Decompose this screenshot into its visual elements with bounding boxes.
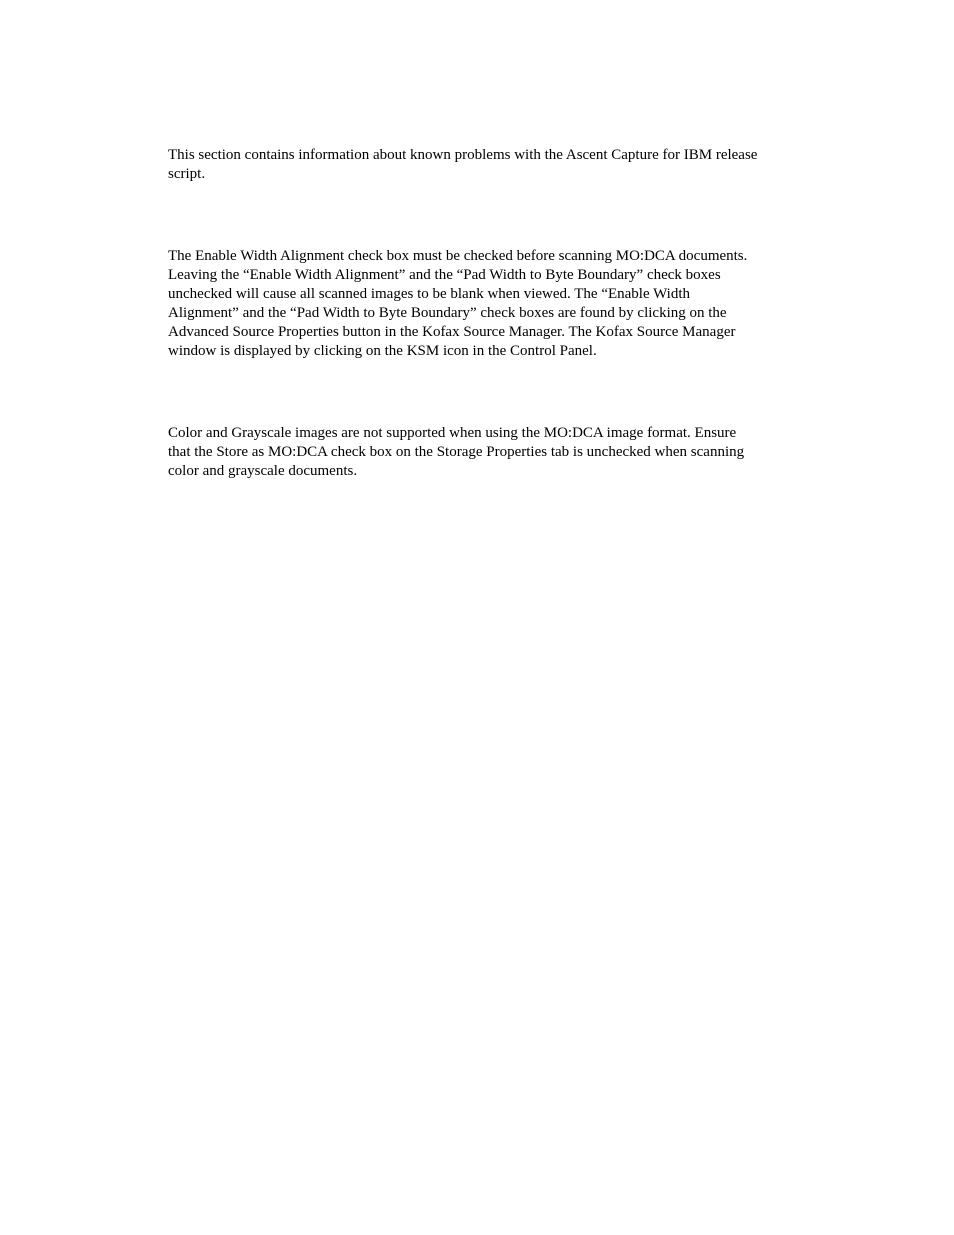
width-alignment-paragraph: The Enable Width Alignment check box must be checked before scanning MO:DCA documents. Leaving the “Enable Width Alignment” and the “Pad Width to Byte Boundary” check boxes unchecked will cause all scanned images to be blank when viewed. The “Enable Width Alignment” and the “Pad Width to Byte Boundary” check boxes are found by clicking on the Advanced Source Properties button in the Kofax Source Manager. The Kofax Source Manager window is displayed by clicking on the KSM icon in the Control Panel.: [168, 248, 748, 359]
color-grayscale-paragraph: Color and Grayscale images are not supported when using the MO:DCA image format. Ensure that the Store as MO:DCA check box on the Storage Properties tab is unchecked when scanning color and grayscale documents.: [168, 425, 745, 479]
intro-paragraph: This section contains information about known problems with the Ascent Capture for IBM release script.: [168, 147, 758, 182]
